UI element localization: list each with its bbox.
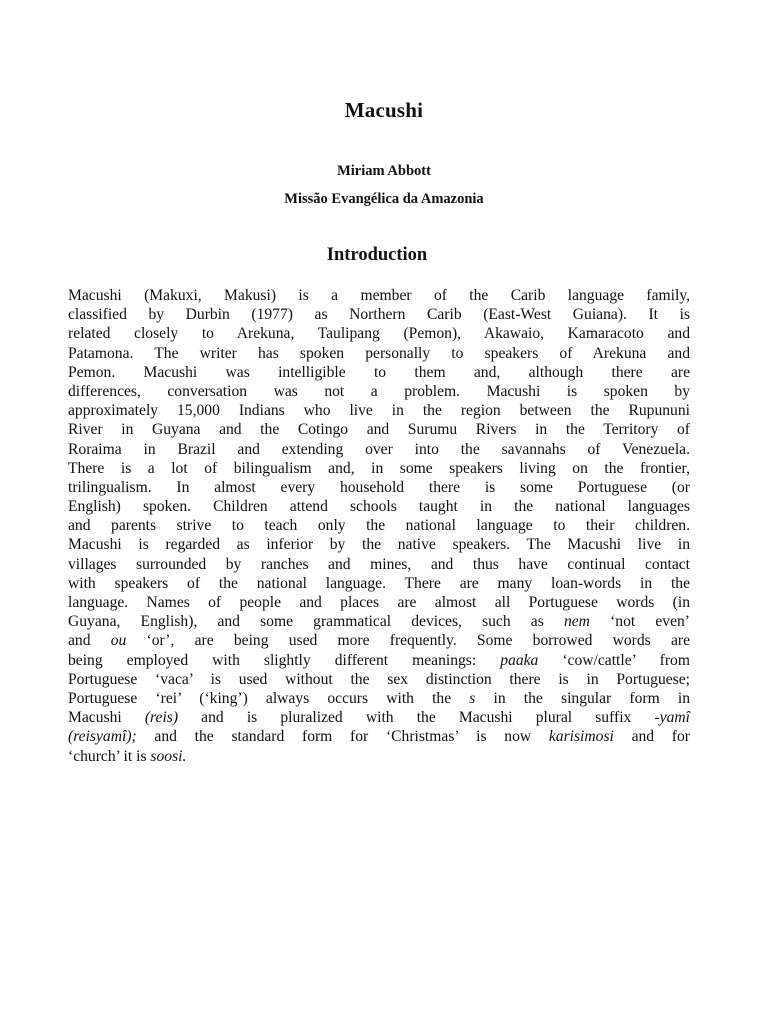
italic-term: paaka [500,651,539,669]
text-run: Macushi is regarded as inferior by the native speakers. The Macushi live in [68,536,690,554]
text-run: Pemon. Macushi was intelligible to them and, although there are [68,363,690,381]
italic-term: (reis) [144,709,179,727]
text-run: and parents strive to teach only the national language to their children. [68,517,690,535]
text-run: Macushi [68,709,145,727]
paragraph-line [68,363,690,382]
text-run: There is a lot of bilingualism and, in some speakers living on the frontier, [68,459,690,477]
italic-term: soosi. [150,747,187,765]
text-run: Patamona. The writer has spoken personally to speakers of Arekuna and [68,344,690,362]
text-run: approximately 15,000 Indians who live in the region between the Rupununi [68,402,690,420]
text-run: ‘cow/cattle’ from [538,651,690,669]
paragraph-line [68,324,690,343]
text-run: trilingualism. In almost every household there is some Portuguese (or [68,478,690,496]
paragraph-line [68,516,690,535]
text-run: villages surrounded by ranches and mines, and thus have continual contact [68,555,690,573]
text-run: with speakers of the national language. There are many loan-words in the [68,574,690,592]
text-run: classified by Durbin (1977) as Northern Carib (East-West Guiana). It is [68,306,690,324]
paragraph-line [68,420,690,439]
italic-term: karisimosi [548,728,614,746]
text-run: in the singular form in [475,689,690,707]
text-run: English) spoken. Children attend schools taught in the national languages [68,498,690,516]
paragraph-line [68,535,690,554]
text-run: differences, conversation was not a problem. Macushi is spoken by [68,382,690,400]
text-run: ‘not even’ [589,613,690,631]
paragraph-line [68,305,690,324]
text-run: Portuguese ‘rei’ (‘king’) always occurs with the [68,689,470,707]
paragraph-line [68,555,690,574]
text-run: and is pluralized with the Macushi plural suffix [178,709,655,727]
paragraph-line [68,440,690,459]
text-run: ‘or’, are being used more frequently. Some borrowed words are [126,632,690,650]
paragraph-line [68,574,690,593]
text-run: River in Guyana and the Cotingo and Surumu Rivers in the Territory of [68,421,690,439]
paragraph-line [68,689,690,708]
text-run: Roraima in Brazil and extending over into the savannahs of Venezuela. [68,440,690,458]
paragraph-line [68,497,690,516]
italic-term: nem [563,613,590,631]
text-run: related closely to Arekuna, Taulipang (Pemon), Akawaio, Kamaracoto and [68,325,690,343]
author-name: Miriam Abbott [337,163,431,179]
italic-term: ou [110,632,127,650]
paragraph-line [68,286,690,305]
paragraph-line [68,382,690,401]
paragraph-line [68,401,690,420]
document-title: Macushi [344,98,424,122]
text-run: and the standard form for ‘Christmas’ is now [136,728,549,746]
text-run: and [68,632,111,650]
text-run: ‘church’ it is [68,747,151,765]
paragraph-line [68,651,690,670]
text-run: Guyana, English), and some grammatical devices, such as [68,613,564,631]
section-heading: Introduction [326,245,428,265]
paragraph-line [68,727,690,746]
author-affiliation: Missão Evangélica da Amazonia [284,191,484,207]
paragraph-line [68,593,690,612]
paragraph-line [68,478,690,497]
italic-term: (reisyamî); [68,728,137,746]
text-run: language. Names of people and places are almost all Portuguese words (in [68,594,690,611]
paragraph-line [68,631,690,650]
paragraph-line [68,344,690,363]
paragraph-line [68,459,690,478]
italic-term: s [469,689,476,707]
paragraph-line [68,670,690,689]
paragraph-line [68,612,690,631]
text-run: Portuguese ‘vaca’ is used without the sex distinction there is in Portuguese; [68,670,690,688]
text-run: and for [613,728,690,746]
introduction-paragraph [68,286,690,766]
paragraph-line [68,747,690,766]
text-run: Macushi (Makuxi, Makusi) is a member of the Carib language family, [68,287,690,304]
text-run: being employed with slightly different meanings: [68,651,501,669]
italic-term: -yamî [654,709,690,727]
paragraph-line [68,708,690,727]
